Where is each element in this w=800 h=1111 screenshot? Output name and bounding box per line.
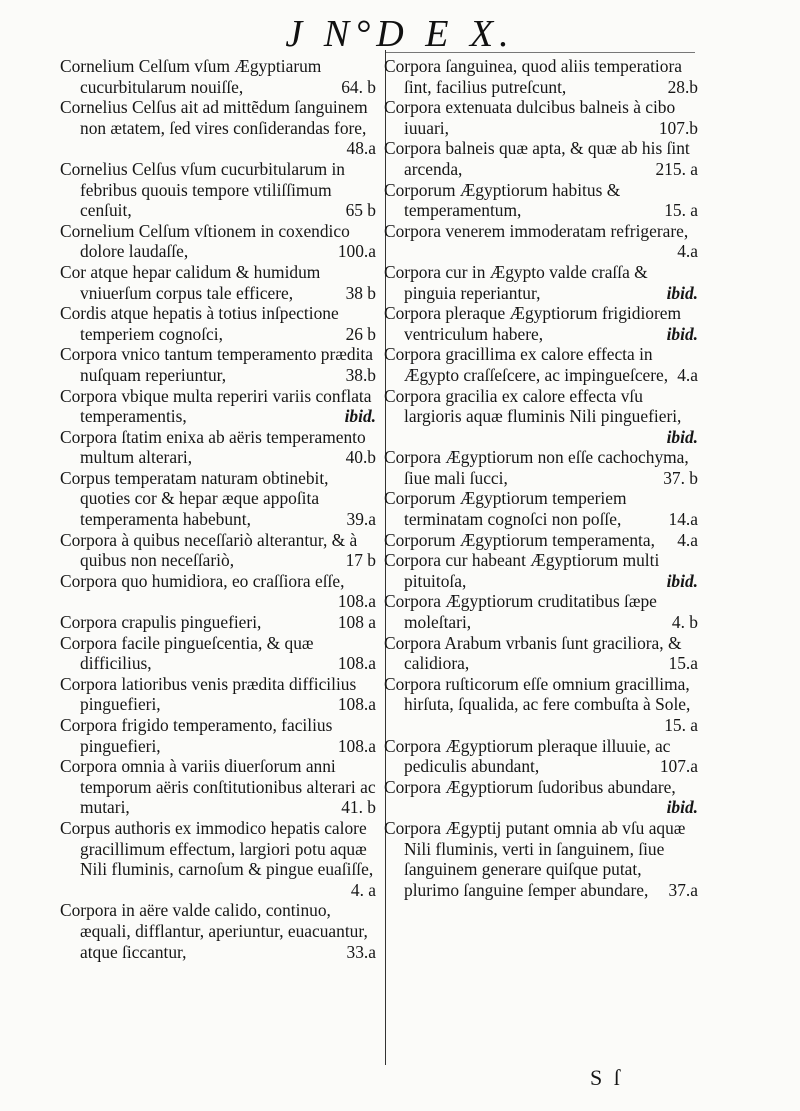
index-entry (384, 488, 698, 529)
page-reference: 15. a (664, 715, 698, 735)
entry-text: Corpora vbique multa reperiri variis conflata temperamentis, (60, 385, 372, 427)
index-entry (60, 674, 376, 715)
entry-text: Corpora pleraque Ægyptiorum frigidiorem ventriculum habere, (384, 303, 682, 344)
entry-text: Corpora Arabum vrbanis ſunt graciliora, & calidiora, (384, 632, 682, 674)
page-reference: 4. b (671, 612, 698, 633)
entry-text: Corpora ſtatim enixa ab aëris temperamento multum alterari, (60, 426, 366, 468)
page-reference: 107.a (659, 756, 698, 777)
page-reference: 38.b (345, 364, 376, 385)
index-entry (60, 818, 376, 900)
entry-text: Corpora extenuata dulcibus balneis à cibo iuuari, (384, 97, 676, 138)
page-reference: ibid. (666, 797, 698, 818)
index-entry (60, 56, 376, 97)
index-entry (60, 756, 376, 818)
page-reference: ibid. (344, 406, 376, 427)
index-entry (384, 530, 698, 551)
index-entry (384, 262, 698, 303)
page-reference: 4.a (677, 241, 698, 262)
page-reference: ibid. (666, 282, 698, 303)
entry-text: Corpora balneis quæ apta, & quæ ab his ſint arcenda, (384, 138, 690, 179)
entry-text: Corpora Ægyptiorum cruditatibus ſæpe moleſtari, (384, 591, 657, 633)
right-column (384, 56, 698, 900)
page-reference: 17 b (345, 550, 376, 571)
index-entry (384, 633, 698, 674)
index-entry (384, 180, 698, 221)
page-reference: 39.a (346, 509, 376, 530)
entry-text: Cornelium Celſum vſtionem in coxendico dolore laudaſſe, (60, 220, 350, 262)
index-entry (60, 900, 376, 962)
entry-text: Corpora cur habeant Ægyptiorum multi pituitoſa, (384, 550, 660, 591)
page-reference: 65 b (345, 200, 376, 221)
index-entry (60, 386, 376, 427)
entry-text: Corpora ſanguinea, quod aliis temperatiora ſint, facilius putreſcunt, (384, 56, 682, 97)
entry-text: Corpora à quibus neceſſariò alterantur, & à quibus non neceſſariò, (60, 529, 358, 571)
entry-text: Corpora gracilia ex calore effecta vſu largioris aquæ fluminis Nili pinguefieri, (384, 385, 682, 427)
entry-text: Cornelius Celſus ait ad mittẽdum ſanguinem non ætatem, ſed vires conſiderandas fore, (60, 97, 368, 138)
index-entry (384, 386, 698, 448)
page-reference: 26 b (345, 323, 376, 344)
page-reference: 14.a (668, 509, 698, 530)
page-reference: 37.a (668, 879, 698, 900)
entry-text: Corpora in aëre valde calido, continuo, æquali, difflantur, aperiuntur, euacuantur, atque ſiccantur, (60, 900, 368, 962)
page-reference: 108 a (337, 612, 376, 633)
catchword: S ſ (590, 1065, 623, 1090)
index-entry (60, 571, 376, 612)
index-entry (60, 221, 376, 262)
page-reference: 108.a (337, 653, 376, 674)
page-reference: 215. a (655, 158, 698, 179)
page-reference: ibid. (666, 570, 698, 591)
index-entry (60, 633, 376, 674)
index-entry (384, 447, 698, 488)
index-entry (384, 344, 698, 385)
entry-text: Corpora facile pingueſcentia, & quæ difficilius, (60, 632, 314, 674)
index-entry (384, 674, 698, 736)
page-reference: 107.b (658, 117, 698, 138)
index-entry (60, 612, 376, 633)
index-entry (384, 221, 698, 262)
index-entry (384, 818, 698, 900)
entry-text: Corpora vnico tantum temperamento prædita nuſquam reperiuntur, (60, 344, 373, 385)
entry-text: Corpora gracillima ex calore effecta in Ægypto craſſeſcere, ac impingueſcere, (384, 344, 669, 385)
page-reference: ibid. (666, 323, 698, 344)
page-reference: 15.a (668, 653, 698, 674)
index-entry (60, 344, 376, 385)
page-reference: 108.a (337, 694, 376, 715)
entry-text: Corpora cur in Ægypto valde craſſa & pinguia reperiantur, (384, 261, 648, 303)
index-entry (384, 138, 698, 179)
page-reference: 108.a (337, 591, 376, 612)
entry-text: Cor atque hepar calidum & humidum vniuerſum corpus tale efficere, (60, 261, 321, 303)
page-reference: 33.a (346, 941, 376, 962)
entry-text: Corporum Ægyptiorum habitus & temperamentum, (384, 179, 621, 221)
page-title: J N°D E X. (285, 13, 515, 55)
header-rule (385, 52, 695, 53)
index-entry (60, 303, 376, 344)
index-entry (60, 715, 376, 756)
index-entry (384, 97, 698, 138)
index-entry (60, 159, 376, 221)
entry-text: Corpora quo humidiora, eo craſſiora eſſe, (60, 570, 345, 591)
index-entry (384, 56, 698, 97)
left-column (60, 56, 376, 962)
index-entry (384, 777, 698, 818)
page-reference: 15. a (664, 200, 698, 221)
page-reference: 37. b (663, 467, 698, 488)
page-reference: 4.a (677, 529, 698, 550)
index-entry (60, 530, 376, 571)
entry-text: Corpora Ægyptiorum pleraque illuuie, ac pediculis abundant, (384, 735, 671, 777)
page-reference: 4.a (677, 364, 698, 385)
entry-text: Corporum Ægyptiorum temperamenta, (384, 529, 655, 550)
index-entry (384, 550, 698, 591)
index-entry (60, 97, 376, 159)
index-entry (384, 736, 698, 777)
entry-text: Corpora venerem immoderatam refrigerare, (384, 220, 689, 241)
page-reference: 64. b (341, 76, 376, 97)
entry-text: Corpora ruſticorum eſſe omnium gracillima, hirſuta, ſqualida, ac fere combuſta à Sole, (384, 673, 691, 715)
index-entry (60, 427, 376, 468)
entry-text: Corpora omnia à variis diuerſorum anni temporum aëris conſtitutionibus alterari ac mutari, (60, 756, 376, 818)
entry-text: Cornelium Celſum vſum Ægyptiarum cucurbitularum nouiſſe, (60, 56, 322, 97)
index-entry (60, 262, 376, 303)
page-reference: 108.a (337, 735, 376, 756)
entry-text: Corpus temperatam naturam obtinebit, quoties cor & hepar æque appoſita temperamenta habebunt, (60, 467, 329, 530)
index-entry (384, 591, 698, 632)
entry-text: Corpora crapulis pinguefieri, (60, 612, 262, 633)
page-reference: 28.b (667, 76, 698, 97)
entry-text: Corporum Ægyptiorum temperiem terminatam cognoſci non poſſe, (384, 488, 627, 530)
entry-text: Cornelius Celſus vſum cucurbitularum in febribus quouis tempore vtiliſſimum cenſuit, (60, 158, 345, 221)
entry-text: Cordis atque hepatis à totius inſpectione temperiem cognoſci, (60, 303, 339, 344)
entry-text: Corpora Ægyptij putant omnia ab vſu aquæ Nili fluminis, verti in ſanguinem, ſiue ſanguinem generare quiſque putat, plurimo ſanguine ſemper abundare, (384, 817, 686, 900)
entry-text: Corpora Ægyptiorum non eſſe cachochyma, ſiue mali ſucci, (384, 447, 689, 488)
page-reference: ibid. (666, 426, 698, 447)
entry-text: Corpora latioribus venis prædita difficilius pinguefieri, (60, 673, 357, 715)
index-entry (60, 468, 376, 530)
page-reference: 40.b (345, 447, 376, 468)
page-reference: 41. b (341, 797, 376, 818)
index-entry (384, 303, 698, 344)
page-reference: 4. a (350, 879, 376, 900)
page-reference: 100.a (337, 241, 376, 262)
page-reference: 48.a (346, 138, 376, 159)
page-reference: 38 b (345, 282, 376, 303)
entry-text: Corpora Ægyptiorum ſudoribus abundare, (384, 776, 676, 797)
entry-text: Corpus authoris ex immodico hepatis calore gracillimum effectum, largiori potu aquæ Nili fluminis, carnoſum & pingue euaſiſſe, (60, 817, 374, 880)
entry-text: Corpora frigido temperamento, facilius pinguefieri, (60, 715, 333, 756)
